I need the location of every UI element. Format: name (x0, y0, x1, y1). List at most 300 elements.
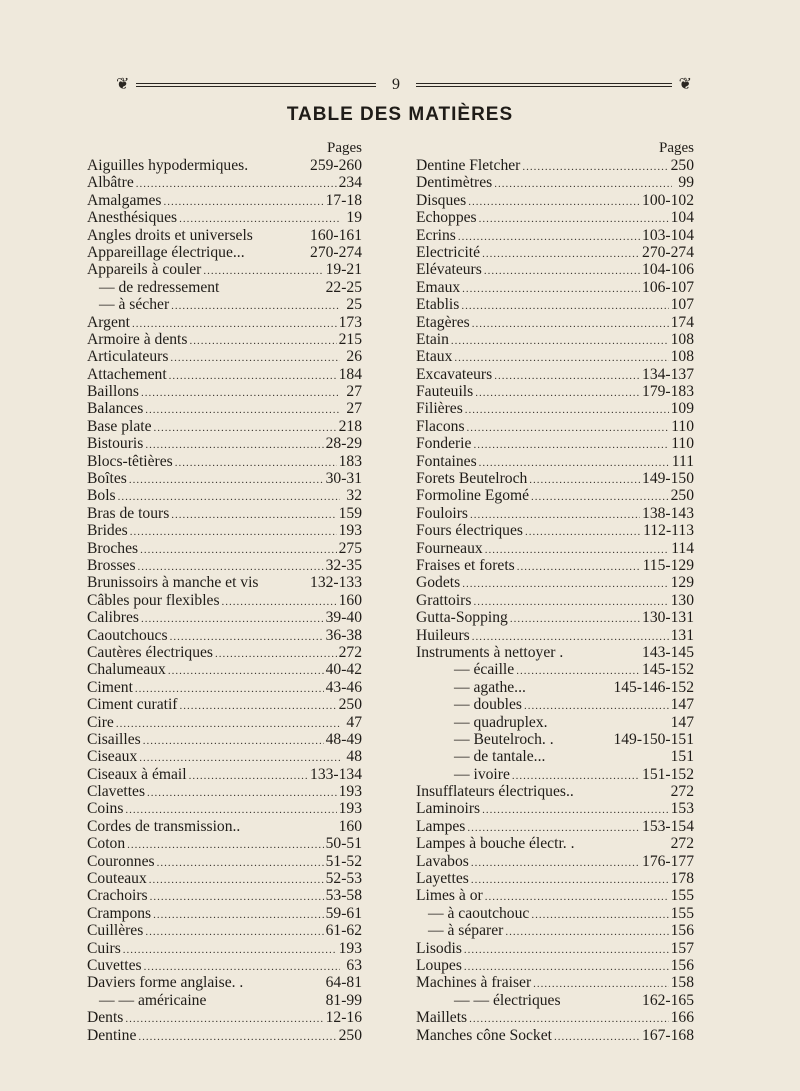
index-entry (87, 279, 362, 296)
entry-label: Base plate (87, 417, 152, 435)
entry-label: Forets Beutelroch (416, 470, 528, 488)
index-entry (416, 574, 694, 591)
index-entry (416, 453, 694, 470)
index-entry (416, 974, 694, 991)
entry-label: Brunissoirs à manche et vis (87, 574, 259, 592)
index-entry (87, 418, 362, 435)
entry-label: Câbles pour flexibles (87, 591, 220, 609)
entry-page: 272 (670, 783, 694, 801)
index-entry (416, 783, 694, 800)
entry-page: 151-152 (642, 765, 694, 783)
entry-page: 40-42 (325, 661, 362, 679)
leader-dots (145, 402, 340, 419)
page-number: 9 (392, 76, 400, 93)
entry-label: Amalgames (87, 191, 162, 209)
leader-dots (465, 402, 669, 419)
index-entry (416, 192, 694, 209)
index-entry (416, 1027, 694, 1044)
entry-page: 272 (670, 835, 694, 853)
entry-label: Lampes à bouche électr. . (416, 835, 575, 853)
entry-label: Dentine (87, 1026, 137, 1044)
leader-dots (479, 211, 669, 228)
entry-page: 270-274 (310, 243, 362, 261)
entry-label: — de tantale... (454, 748, 546, 766)
index-entry (87, 244, 362, 261)
entry-page: 145-146-152 (613, 678, 694, 696)
entry-page: 99 (678, 174, 694, 192)
entry-page: 174 (670, 313, 694, 331)
leader-dots (473, 437, 669, 454)
leader-dots (141, 385, 340, 402)
index-entry (87, 505, 362, 522)
entry-page: 28-29 (325, 435, 362, 453)
index-entry (87, 748, 362, 765)
index-entry (416, 505, 694, 522)
entry-page: 26 (346, 348, 362, 366)
entry-label: Attachement (87, 365, 167, 383)
entry-page: 59-61 (325, 904, 362, 922)
index-entry (416, 992, 694, 1009)
entry-label: Appareils à couler (87, 261, 202, 279)
index-entry (416, 366, 694, 383)
index-entry (87, 679, 362, 696)
entry-label: — doubles (454, 696, 523, 714)
leader-dots (168, 663, 324, 680)
entry-label: Lavabos (416, 852, 469, 870)
index-entry (416, 522, 694, 539)
index-entry (87, 296, 362, 313)
entry-label: Articulateurs (87, 348, 169, 366)
index-entry (87, 870, 362, 887)
leader-dots (494, 368, 640, 385)
entry-page: 193 (338, 783, 362, 801)
index-entry (87, 783, 362, 800)
entry-page: 53-58 (325, 887, 362, 905)
entry-page: 178 (670, 870, 694, 888)
entry-page: 153-154 (642, 817, 694, 835)
entry-page: 48 (346, 748, 362, 766)
entry-page: 270-274 (642, 243, 694, 261)
leader-dots (171, 298, 340, 315)
leader-dots (147, 785, 337, 802)
leader-dots (522, 159, 668, 176)
index-entry (416, 435, 694, 452)
entry-label: — — américaine (99, 991, 207, 1009)
index-entry (87, 574, 362, 591)
index-entry (416, 661, 694, 678)
entry-label: Brides (87, 522, 128, 540)
entry-page: 250 (338, 696, 362, 714)
entry-label: Coton (87, 835, 126, 853)
index-entry (87, 992, 362, 1009)
entry-label: Broches (87, 539, 139, 557)
leader-dots (529, 472, 640, 489)
entry-label: Dentimètres (416, 174, 493, 192)
index-entry (416, 487, 694, 504)
entry-label: Laminoirs (416, 800, 481, 818)
entry-label: Dents (87, 1009, 124, 1027)
index-entry (87, 974, 362, 991)
entry-page: 130-131 (642, 609, 694, 627)
index-entry (87, 922, 362, 939)
entry-page: 160 (338, 591, 362, 609)
entry-label: Huileurs (416, 626, 470, 644)
leader-dots (169, 368, 337, 385)
leader-dots (116, 716, 340, 733)
index-entry (87, 400, 362, 417)
entry-page: 179-183 (642, 383, 694, 401)
leader-dots (462, 576, 668, 593)
index-entry (87, 157, 362, 174)
right-entry-list (416, 157, 694, 1044)
divider-right (416, 83, 672, 87)
entry-page: 250 (338, 1026, 362, 1044)
left-column (87, 140, 362, 1044)
index-entry (87, 592, 362, 609)
entry-page: 114 (671, 539, 694, 557)
entry-label: Crampons (87, 904, 152, 922)
entry-label: Ciseaux (87, 748, 138, 766)
entry-label: — à sécher (99, 296, 170, 314)
index-entry (416, 383, 694, 400)
entry-page: 259-260 (310, 157, 362, 174)
entry-label: Aiguilles hypodermiques. (87, 157, 249, 174)
leader-dots (153, 907, 324, 924)
entry-label: Brosses (87, 556, 136, 574)
entry-page: 250 (670, 487, 694, 505)
index-entry (87, 940, 362, 957)
entry-label: Fontaines (416, 452, 477, 470)
entry-page: 110 (671, 435, 694, 453)
entry-label: Bras de tours (87, 504, 170, 522)
index-entry (416, 418, 694, 435)
index-entry (416, 922, 694, 939)
entry-label: Balances (87, 400, 144, 418)
index-entry (87, 383, 362, 400)
entry-label: Daviers forme anglaise. . (87, 974, 244, 992)
entry-page: 147 (670, 696, 694, 714)
leader-dots (462, 281, 640, 298)
entry-page: 39-40 (325, 609, 362, 627)
leader-dots (510, 611, 640, 628)
entry-page: 176-177 (642, 852, 694, 870)
entry-page: 30-31 (325, 470, 362, 488)
entry-page: 112-113 (643, 522, 694, 540)
entry-label: Cisailles (87, 730, 141, 748)
entry-page: 115-129 (642, 556, 694, 574)
leader-dots (154, 420, 337, 437)
leader-dots (554, 1029, 640, 1046)
index-entry (87, 661, 362, 678)
index-entry (87, 1027, 362, 1044)
entry-page: 32 (346, 487, 362, 505)
entry-label: Etain (416, 330, 449, 348)
leader-dots (467, 420, 670, 437)
entry-label: Ecrins (416, 226, 456, 244)
right-column (416, 140, 694, 1044)
entry-page: 25 (346, 296, 362, 314)
index-entry (87, 540, 362, 557)
divider-left (136, 83, 376, 87)
entry-page: 32-35 (325, 556, 362, 574)
index-entry (87, 522, 362, 539)
index-entry (416, 348, 694, 365)
entry-page: 100-102 (642, 191, 694, 209)
index-entry (87, 192, 362, 209)
entry-label: Coins (87, 800, 124, 818)
ornament-left-icon: ❦ (116, 76, 130, 93)
leader-dots (175, 455, 337, 472)
entry-label: Elévateurs (416, 261, 482, 279)
leader-dots (525, 524, 641, 541)
entry-label: Baillons (87, 383, 139, 401)
entry-label: Boîtes (87, 470, 127, 488)
entry-label: Appareillage électrique... (87, 243, 245, 261)
entry-page: 103-104 (642, 226, 694, 244)
entry-label: Anesthésiques (87, 209, 178, 227)
entry-page: 158 (670, 974, 694, 992)
index-entry (416, 209, 694, 226)
entry-page: 63 (346, 956, 362, 974)
entry-label: Lampes (416, 817, 466, 835)
entry-page: 250 (670, 157, 694, 174)
entry-label: Fonderie (416, 435, 472, 453)
index-entry (416, 679, 694, 696)
leader-dots (136, 176, 337, 193)
entry-label: Machines à fraiser (416, 974, 532, 992)
leader-dots (531, 907, 668, 924)
entry-label: Couteaux (87, 870, 147, 888)
entry-label: Dentine Fletcher (416, 157, 521, 174)
entry-page: 193 (338, 522, 362, 540)
entry-label: — de redressement (99, 278, 220, 296)
entry-page: 106-107 (642, 278, 694, 296)
index-entry (87, 818, 362, 835)
entry-page: 167-168 (642, 1026, 694, 1044)
entry-label: Armoire à dents (87, 330, 188, 348)
index-entry (87, 905, 362, 922)
leader-dots (222, 594, 337, 611)
entry-page: 173 (338, 313, 362, 331)
entry-label: Cautères électriques (87, 643, 213, 661)
leader-dots (482, 246, 640, 263)
index-entry (87, 331, 362, 348)
entry-label: Etablis (416, 296, 460, 314)
left-entry-list (87, 157, 362, 1044)
entry-label: Disques (416, 191, 467, 209)
index-entry (87, 957, 362, 974)
index-entry (416, 296, 694, 313)
entry-label: Insufflateurs électriques.. (416, 783, 574, 801)
leader-dots (215, 646, 337, 663)
entry-page: 155 (670, 904, 694, 922)
leader-dots (472, 316, 669, 333)
entry-label: Limes à or (416, 887, 483, 905)
leader-dots (180, 698, 337, 715)
index-entry (416, 835, 694, 852)
index-entry (416, 174, 694, 191)
entry-label: Cordes de transmission.. (87, 817, 241, 835)
entry-page: 166 (670, 1009, 694, 1027)
entry-label: — ivoire (454, 765, 510, 783)
entry-label: Albâtre (87, 174, 134, 192)
entry-label: — Beutelroch. . (454, 730, 554, 748)
entry-page: 275 (338, 539, 362, 557)
entry-page: 159 (338, 504, 362, 522)
entry-label: Electricité (416, 243, 481, 261)
pages-header-left: Pages (327, 140, 362, 156)
entry-page: 151 (670, 748, 694, 766)
entry-page: 43-46 (325, 678, 362, 696)
entry-page: 61-62 (325, 922, 362, 940)
entry-page: 149-150-151 (613, 730, 694, 748)
entry-page: 132-133 (310, 574, 362, 592)
entry-page: 143-145 (642, 643, 694, 661)
entry-page: 130 (670, 591, 694, 609)
leader-dots (141, 611, 324, 628)
index-entry (87, 174, 362, 191)
index-entry (87, 435, 362, 452)
entry-page: 234 (338, 174, 362, 192)
index-entry (87, 731, 362, 748)
entry-label: Fauteuils (416, 383, 474, 401)
index-entry (416, 1009, 694, 1026)
index-entry (87, 470, 362, 487)
entry-label: Cuvettes (87, 956, 142, 974)
entry-label: Excavateurs (416, 365, 493, 383)
entry-page: 131 (670, 626, 694, 644)
entry-page: 218 (338, 417, 362, 435)
entry-page: 104 (670, 209, 694, 227)
index-entry (87, 227, 362, 244)
entry-label: Echoppes (416, 209, 477, 227)
entry-label: Couronnes (87, 852, 155, 870)
entry-label: Caoutchoucs (87, 626, 168, 644)
entry-page: 27 (346, 400, 362, 418)
entry-label: Fourneaux (416, 539, 483, 557)
index-entry (416, 261, 694, 278)
entry-page: 12-16 (325, 1009, 362, 1027)
entry-label: Godets (416, 574, 461, 592)
entry-page: 147 (670, 713, 694, 731)
leader-dots (203, 263, 323, 280)
entry-label: Blocs-têtières (87, 452, 173, 470)
index-entry (87, 627, 362, 644)
entry-page: 149-150 (642, 470, 694, 488)
entry-label: Grattoirs (416, 591, 472, 609)
entry-label: — écaille (454, 661, 515, 679)
entry-page: 107 (670, 296, 694, 314)
entry-label: — à caoutchouc (428, 904, 530, 922)
leader-dots (475, 385, 640, 402)
entry-label: Fouloirs (416, 504, 468, 522)
index-entry (416, 644, 694, 661)
entry-label: Ciseaux à émail (87, 765, 187, 783)
pages-header-right: Pages (659, 140, 694, 156)
index-entry (416, 940, 694, 957)
entry-page: 160-161 (310, 226, 362, 244)
leader-dots (464, 942, 669, 959)
index-entry (416, 592, 694, 609)
entry-page: 215 (338, 330, 362, 348)
index-entry (416, 731, 694, 748)
entry-label: Clavettes (87, 783, 146, 801)
leader-dots (189, 768, 308, 785)
leader-dots (138, 1029, 336, 1046)
index-entry (416, 314, 694, 331)
index-entry (87, 348, 362, 365)
entry-page: 111 (671, 452, 694, 470)
entry-page: 138-143 (642, 504, 694, 522)
entry-label: Emaux (416, 278, 461, 296)
leader-dots (471, 872, 669, 889)
leader-dots (143, 733, 324, 750)
leader-dots (451, 333, 669, 350)
entry-page: 47 (346, 713, 362, 731)
leader-dots (484, 263, 640, 280)
leader-dots (149, 872, 324, 889)
entry-page: 27 (346, 383, 362, 401)
index-entry (416, 818, 694, 835)
leader-dots (129, 472, 324, 489)
entry-page: 153 (670, 800, 694, 818)
leader-dots (163, 194, 323, 211)
entry-page: 193 (338, 939, 362, 957)
entry-label: Formoline Egomé (416, 487, 530, 505)
entry-label: Ciment (87, 678, 133, 696)
index-entry (416, 853, 694, 870)
index-entry (87, 609, 362, 626)
index-entry (87, 209, 362, 226)
index-entry (416, 627, 694, 644)
entry-label: Bistouris (87, 435, 144, 453)
entry-label: Gutta-Sopping (416, 609, 508, 627)
entry-label: Crachoirs (87, 887, 148, 905)
entry-label: Flacons (416, 417, 465, 435)
index-entry (416, 227, 694, 244)
leader-dots (125, 1011, 323, 1028)
index-entry (416, 244, 694, 261)
index-entry (416, 870, 694, 887)
entry-label: Fraises et forets (416, 556, 515, 574)
entry-page: 52-53 (325, 870, 362, 888)
entry-page: 81-99 (325, 991, 362, 1009)
entry-page: 160 (338, 817, 362, 835)
entry-page: 108 (670, 348, 694, 366)
entry-page: 134-137 (642, 365, 694, 383)
entry-page: 50-51 (325, 835, 362, 853)
entry-label: Argent (87, 313, 131, 331)
entry-label: Cuillères (87, 922, 144, 940)
entry-page: 36-38 (325, 626, 362, 644)
index-entry (416, 714, 694, 731)
entry-page: 155 (670, 887, 694, 905)
index-entry (87, 714, 362, 731)
index-entry (87, 314, 362, 331)
leader-dots (130, 524, 337, 541)
entry-page: 109 (670, 400, 694, 418)
index-entry (416, 748, 694, 765)
ornament-right-icon: ❦ (678, 76, 692, 93)
entry-label: Angles droits et universels (87, 226, 253, 244)
index-entry (87, 835, 362, 852)
leader-dots (157, 855, 324, 872)
leader-dots (471, 855, 640, 872)
index-entry (416, 766, 694, 783)
index-entry (87, 453, 362, 470)
page-title: TABLE DES MATIÈRES (286, 104, 514, 125)
entry-page: 145-152 (642, 661, 694, 679)
